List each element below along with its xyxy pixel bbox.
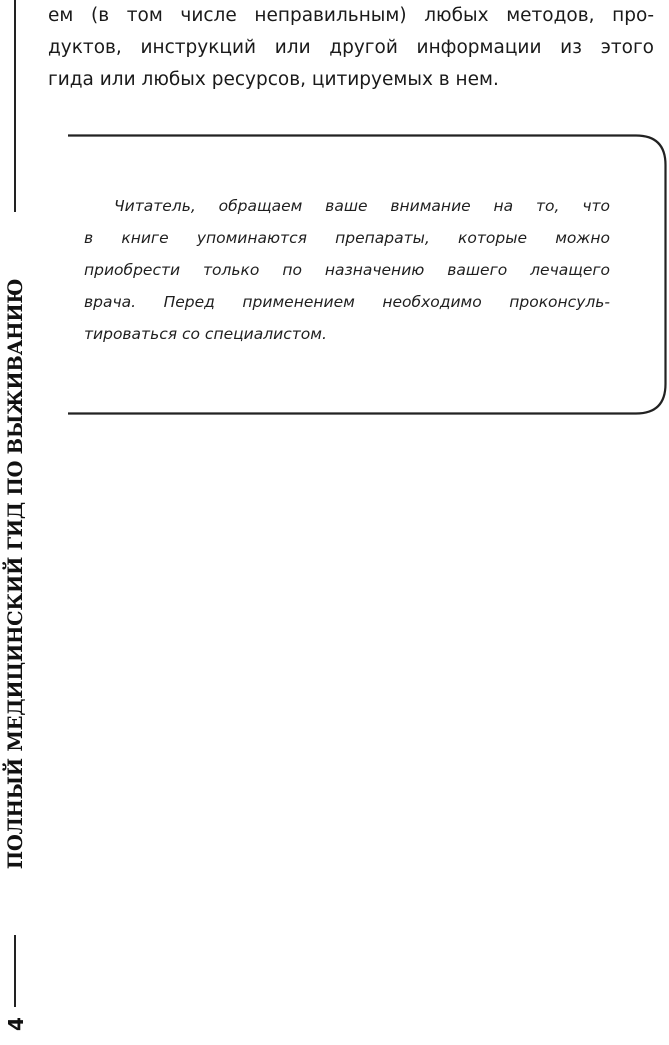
- running-head-title: ПОЛНЫЙ МЕДИЦИНСКИЙ ГИД ПО ВЫЖИВАНИЮ: [4, 278, 27, 870]
- notice-line: в книге упоминаются препараты, которые можно: [84, 229, 610, 247]
- notice-line: приобрести только по назначению вашего лечащего: [84, 261, 610, 279]
- notice-paragraph: [84, 190, 610, 350]
- body-line: гида или любых ресурсов, цитируемых в нем.: [48, 69, 499, 90]
- body-paragraph: [48, 0, 654, 96]
- notice-line: Читатель, обращаем ваше внимание на то, что: [114, 197, 610, 215]
- page-number: 4: [4, 1017, 28, 1031]
- running-head-rule-top: [14, 0, 16, 212]
- notice-line: тироваться со специалистом.: [84, 325, 327, 343]
- body-line: ем (в том числе неправильным) любых методов, про-: [48, 5, 654, 26]
- notice-line: врача. Перед применением необходимо проконсуль-: [84, 293, 610, 311]
- body-line: дуктов, инструкций или другой информации из этого: [48, 37, 654, 58]
- running-head-rule-bottom: [14, 935, 16, 1007]
